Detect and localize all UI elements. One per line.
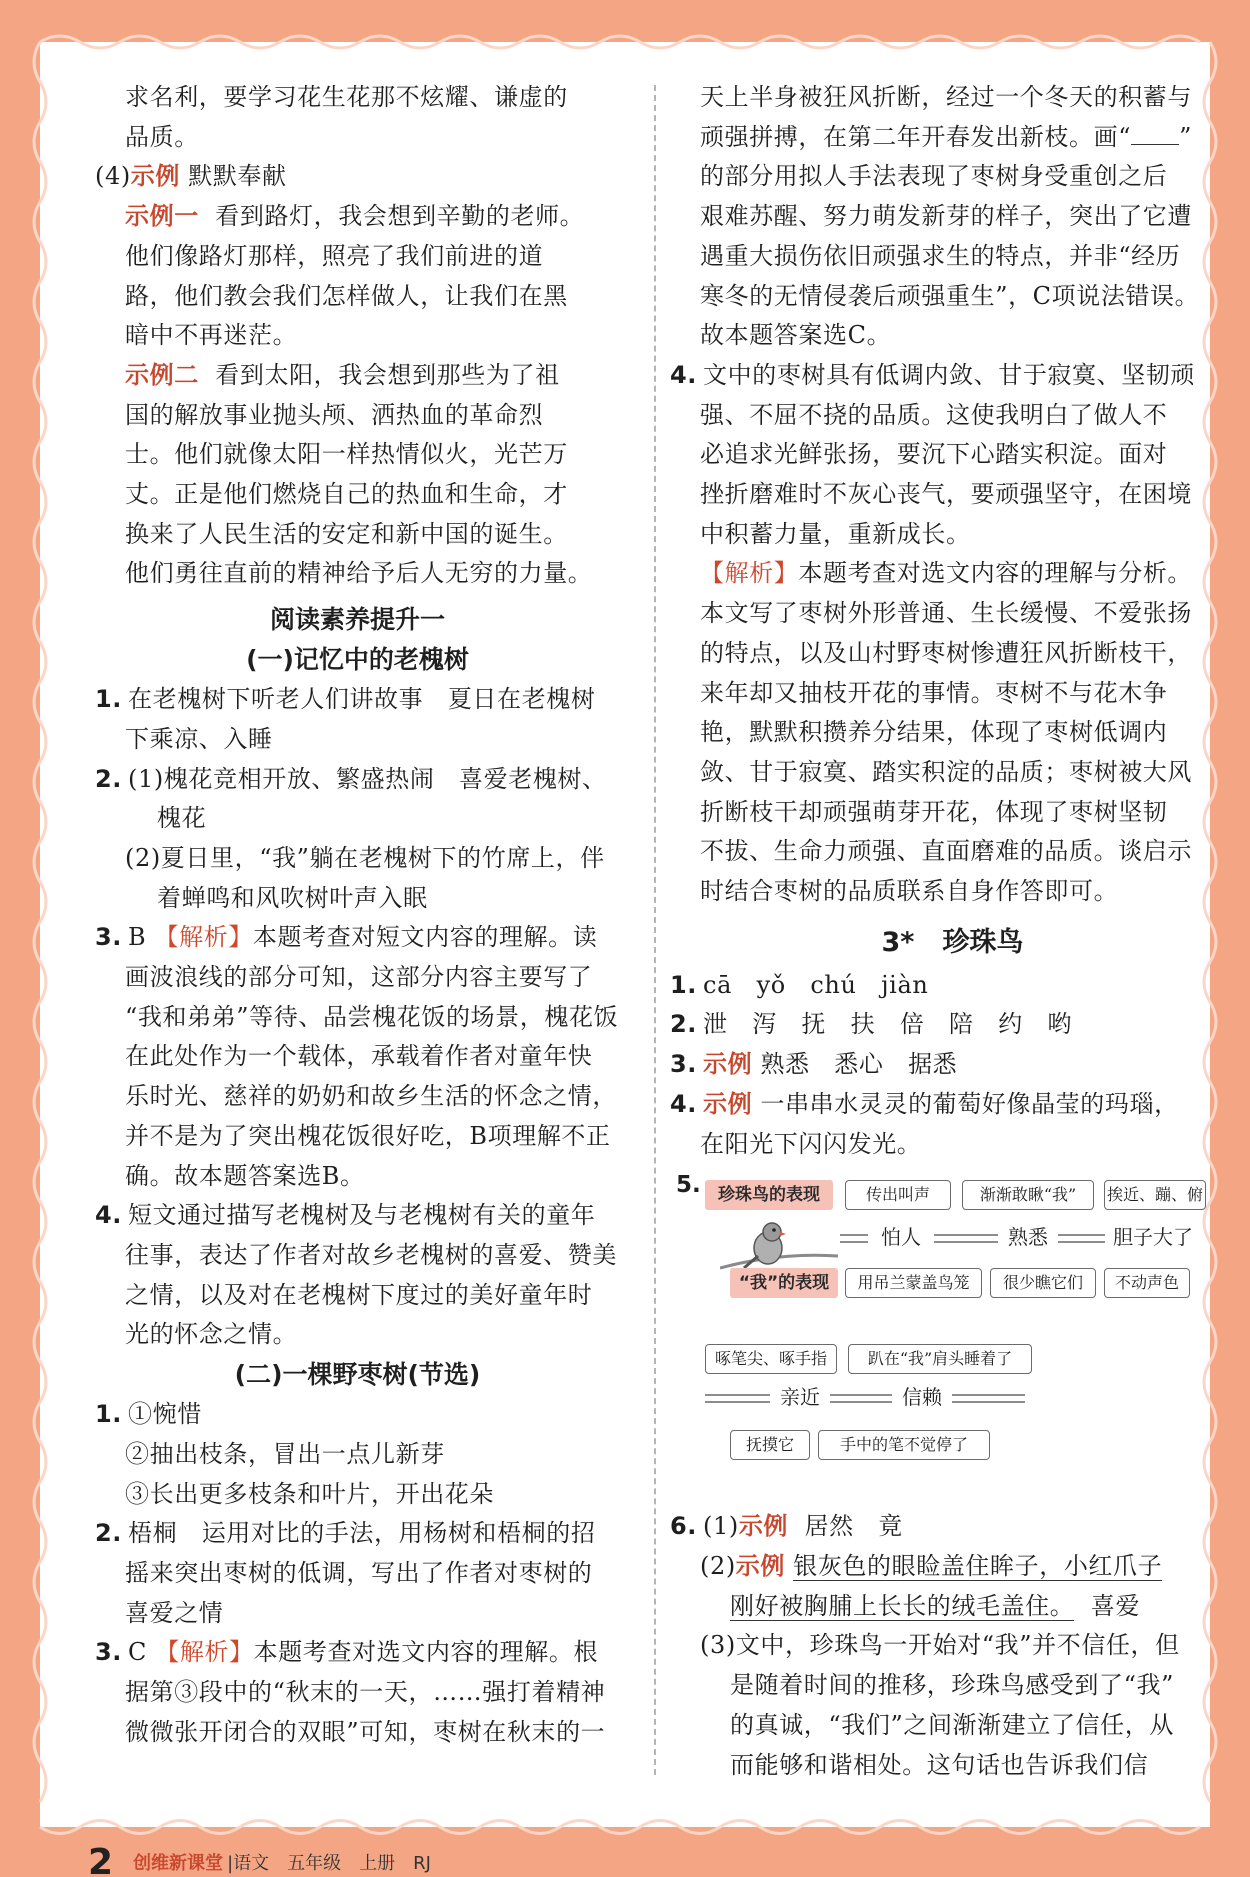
question-1 xyxy=(95,680,620,720)
text-line: 时结合枣树的品质联系自身作答即可。 xyxy=(700,877,1119,906)
question-3 xyxy=(95,918,620,958)
text-line: 的部分用拟人手法表现了枣树身受重创之后 xyxy=(700,162,1168,191)
connector-line xyxy=(705,1394,1025,1403)
example-tag: 示例一 xyxy=(125,202,199,231)
analysis-tag: 【解析】 xyxy=(700,559,799,588)
text-segment: 顽强拼搏，在第二年开春发出新枝。画“ xyxy=(700,122,1132,151)
text-line: 来年却又抽枝开花的事情。枣树不与花木争 xyxy=(700,678,1168,707)
text-line: 在阳光下闪闪发光。 xyxy=(700,1129,922,1158)
text-line: 求名利，要学习花生花那不炫耀、谦虚的 xyxy=(125,83,568,111)
question-2 xyxy=(95,1514,620,1554)
text-segment: 看到太阳，我会想到那些为了祖 xyxy=(215,360,560,389)
pinyin-answers: cā yǒ chú jiàn xyxy=(703,970,929,999)
text-line: 的真诚，“我们”之间渐渐建立了信任，从 xyxy=(730,1710,1174,1739)
lesson-title xyxy=(700,920,1205,966)
blank-line xyxy=(1131,124,1179,145)
lesson-q6-2 xyxy=(700,1547,1205,1587)
question-2 xyxy=(95,760,620,800)
sub-number: (2) xyxy=(700,1551,736,1580)
text-segment: ” xyxy=(1179,122,1192,151)
left-column xyxy=(95,78,620,1752)
text-line: 微微张开闭合的双眼”可知，枣树在秋末的一 xyxy=(125,1717,606,1746)
underlined-text: 刚好被胸脯上长长的绒毛盖住。 xyxy=(730,1591,1075,1620)
stage-label: 怕人 xyxy=(868,1224,934,1250)
question-number: 3. xyxy=(95,1638,123,1667)
stage-label: 胆子大了 xyxy=(1105,1224,1201,1250)
answer-text: 喜爱 xyxy=(1090,1591,1141,1620)
text-line: 遇重大损伤依旧顽强求生的特点，并非“经历 xyxy=(700,241,1181,270)
text-line: 中积蓄力量，重新成长。 xyxy=(700,519,971,548)
page-footer xyxy=(88,1840,431,1877)
analysis-tag: 【解析】 xyxy=(154,923,253,952)
lesson-q2 xyxy=(670,1005,1205,1045)
question-number: 5. xyxy=(676,1172,701,1199)
text-line: 下乘凉、入睡 xyxy=(125,724,273,753)
page-number: 2 xyxy=(88,1841,114,1877)
column-divider xyxy=(654,85,656,1775)
question-number: 6. xyxy=(670,1512,698,1541)
node-box: 趴在“我”肩头睡着了 xyxy=(848,1344,1032,1374)
question-4 xyxy=(95,1196,620,1236)
question-number: 4. xyxy=(670,360,698,389)
text-line: (3)文中，珍珠鸟一开始对“我”并不信任，但 xyxy=(700,1631,1180,1660)
text-segment: 本题考查对选文内容的理解。根 xyxy=(253,1638,599,1667)
stage-label: 熟悉 xyxy=(998,1224,1058,1250)
text-line: 着蝉鸣和风吹树叶声入眠 xyxy=(157,883,428,912)
lesson-name: 珍珠鸟 xyxy=(942,926,1024,958)
node-box: 手中的笔不觉停了 xyxy=(818,1430,990,1460)
text-line: 他们勇往直前的精神给予后人无穷的力量。 xyxy=(125,559,593,588)
book-info: |语文 五年级 上册 RJ xyxy=(227,1853,431,1874)
question-number: 3. xyxy=(95,923,123,952)
example-2 xyxy=(95,356,620,396)
text-line: 故本题答案选C。 xyxy=(700,321,892,350)
text-line: 摇来突出枣树的低调，写出了作者对枣树的 xyxy=(125,1558,593,1587)
text-line: 槐花 xyxy=(157,804,207,833)
text-line: 挫折磨难时不灰心丧气，要顽强坚守，在困境 xyxy=(700,480,1192,509)
question-number: 1. xyxy=(670,970,698,999)
text-line: 本文写了枣树外形普通、生长缓慢、不爱张扬 xyxy=(700,599,1192,628)
node-box: 传出叫声 xyxy=(845,1180,951,1210)
text-line: 光的怀念之情。 xyxy=(125,1320,298,1349)
text-line: 暗中不再迷茫。 xyxy=(125,321,298,350)
answer-letter: B xyxy=(128,923,147,952)
text-segment: 一串串水灵灵的葡萄好像晶莹的玛瑙， xyxy=(760,1089,1179,1118)
node-box: 渐渐敢瞅“我” xyxy=(962,1180,1094,1210)
text-segment: 文中的枣树具有低调内敛、甘于寂寞、坚韧顽 xyxy=(703,360,1196,389)
node-box: 很少瞧它们 xyxy=(990,1268,1096,1298)
text-line: 画波浪线的部分可知，这部分内容主要写了 xyxy=(125,963,593,992)
node-box: 用吊兰蒙盖鸟笼 xyxy=(845,1268,982,1298)
text-line xyxy=(700,1587,1205,1627)
subsection-title: (一)记忆中的老槐树 xyxy=(246,645,469,675)
question-number: 2. xyxy=(95,764,123,793)
sub-number: (4) xyxy=(95,162,131,191)
question-3 xyxy=(95,1633,620,1673)
text-line: ③长出更多枝条和叶片，开出花朵 xyxy=(125,1479,494,1508)
text-line: 折断枝干却顽强萌芽开花，体现了枣树坚韧 xyxy=(700,797,1168,826)
question-number: 2. xyxy=(95,1519,123,1548)
question-number: 1. xyxy=(95,685,123,714)
question-number: 4. xyxy=(95,1201,123,1230)
text-segment: ①惋惜 xyxy=(128,1400,202,1429)
example-tag: 示例 xyxy=(703,1050,753,1079)
lesson-q3 xyxy=(670,1045,1205,1085)
book-brand: 创维新课堂 xyxy=(133,1853,224,1874)
text-segment: 短文通过描写老槐树及与老槐树有关的童年 xyxy=(128,1201,596,1230)
example-tag: 示例 xyxy=(735,1551,785,1580)
text-line: 品质。 xyxy=(125,122,199,151)
section-title: 阅读素养提升一 xyxy=(269,605,445,635)
answer-4 xyxy=(95,157,620,197)
node-box: 抚摸它 xyxy=(730,1430,810,1460)
sub-number: (1) xyxy=(703,1512,739,1541)
question-4 xyxy=(670,356,1205,396)
text-segment: 本题考查对短文内容的理解。读 xyxy=(252,923,598,952)
text-line: 天上半身被狂风折断，经过一个冬天的积蓄与 xyxy=(700,83,1192,111)
subsection-title: (二)一棵野枣树(节选) xyxy=(234,1360,481,1390)
question-number: 3. xyxy=(670,1050,698,1079)
text-segment: 在老槐树下听老人们讲故事 夏日在老槐树 xyxy=(128,685,596,714)
example-tag: 示例 xyxy=(130,162,180,191)
text-line-with-blank xyxy=(700,118,1205,158)
text-segment: 看到路灯，我会想到辛勤的老师。 xyxy=(215,202,585,231)
stage-label: 亲近 xyxy=(770,1384,830,1410)
answer-text: 居然 竟 xyxy=(804,1512,903,1541)
text-line: 敛、甘于寂寞、踏实积淀的品质；枣树被大风 xyxy=(700,757,1192,786)
text-line: 乐时光、慈祥的奶奶和故乡生活的怀念之情， xyxy=(125,1082,617,1111)
text-line: 而能够和谐相处。这句话也告诉我们信 xyxy=(730,1750,1149,1779)
stage-label: 信赖 xyxy=(892,1384,952,1410)
text-line: 必追求光鲜张扬，要沉下心踏实积淀。面对 xyxy=(700,440,1168,469)
text-segment: 本题考查对选文内容的理解与分析。 xyxy=(798,559,1193,588)
right-column xyxy=(670,78,1205,1785)
question-number: 4. xyxy=(670,1089,698,1118)
lesson-q1 xyxy=(670,966,1205,1006)
text-line: 的特点，以及山村野枣树惨遭狂风折断枝干， xyxy=(700,638,1192,667)
text-line: 据第③段中的“秋末的一天，……强打着精神 xyxy=(125,1678,606,1707)
mind-map xyxy=(676,1172,1205,1507)
answer-text: 熟悉 悉心 据悉 xyxy=(760,1050,958,1079)
bird-behavior-label: 珍珠鸟的表现 xyxy=(705,1180,833,1210)
text-line: 不拔、生命力顽强、直面磨难的品质。谈启示 xyxy=(700,837,1192,866)
text-line: 士。他们就像太阳一样热情似火，光芒万 xyxy=(125,440,568,469)
text-line: 艰难苏醒、努力萌发新芽的样子，突出了它遭 xyxy=(700,202,1192,231)
text-line: 他们像路灯那样，照亮了我们前进的道 xyxy=(125,241,544,270)
answer-text: 默默奉献 xyxy=(188,162,287,191)
node-box: 挨近、蹦、俯 xyxy=(1104,1180,1206,1210)
text-line: 在此处作为一个载体，承载着作者对童年快 xyxy=(125,1042,593,1071)
text-line: 强、不屈不挠的品质。这使我明白了做人不 xyxy=(700,400,1168,429)
text-line: 并不是为了突出槐花饭很好吃，B项理解不正 xyxy=(125,1121,611,1150)
lesson-q4 xyxy=(670,1085,1205,1125)
text-line: 艳，默默积攒养分结果，体现了枣树低调内 xyxy=(700,718,1168,747)
question-number: 1. xyxy=(95,1400,123,1429)
text-line: 换来了人民生活的安定和新中国的诞生。 xyxy=(125,519,568,548)
answer-letter: C xyxy=(128,1638,147,1667)
text-line: (2)夏日里，“我”躺在老槐树下的竹席上，伴 xyxy=(125,843,605,872)
text-line: 确。故本题答案选B。 xyxy=(125,1161,365,1190)
text-line: 喜爱之情 xyxy=(125,1598,224,1627)
analysis-tag: 【解析】 xyxy=(155,1638,254,1667)
node-box: 不动声色 xyxy=(1104,1268,1190,1298)
example-tag: 示例 xyxy=(703,1089,753,1118)
example-tag: 示例二 xyxy=(125,360,199,389)
lesson-number: 3* xyxy=(881,926,915,958)
text-line: 之情，以及对在老槐树下度过的美好童年时 xyxy=(125,1280,593,1309)
text-line: 寒冬的无情侵袭后顽强重生”，C项说法错误。 xyxy=(700,281,1200,310)
node-box: 啄笔尖、啄手指 xyxy=(705,1344,837,1374)
text-line: 是随着时间的推移，珍珠鸟感受到了“我” xyxy=(730,1671,1174,1700)
text-line: 往事，表达了作者对故乡老槐树的喜爱、赞美 xyxy=(125,1240,617,1269)
text-line: ②抽出枝条，冒出一点儿新芽 xyxy=(125,1439,445,1468)
text-segment: (1)槐花竞相开放、繁盛热闹 喜爱老槐树、 xyxy=(128,764,607,793)
question-number: 2. xyxy=(670,1010,698,1039)
analysis xyxy=(700,554,1205,594)
question-1 xyxy=(95,1395,620,1435)
text-line: “我和弟弟”等待、品尝槐花饭的场景，槐花饭 xyxy=(125,1002,619,1031)
example-tag: 示例 xyxy=(738,1512,789,1541)
underlined-text: 银灰色的眼睑盖住眸子，小红爪子 xyxy=(793,1551,1163,1580)
text-line: 丈。正是他们燃烧自己的热血和生命，才 xyxy=(125,480,568,509)
example-1 xyxy=(95,197,620,237)
text-segment: 梧桐 运用对比的手法，用杨树和梧桐的招 xyxy=(128,1519,596,1548)
text-line: 国的解放事业抛头颅、洒热血的革命烈 xyxy=(125,400,544,429)
my-behavior-label: “我”的表现 xyxy=(730,1268,838,1298)
character-answers: 泄 泻 抚 扶 倍 陪 约 哟 xyxy=(703,1010,1073,1039)
text-line: 路，他们教会我们怎样做人，让我们在黑 xyxy=(125,281,568,310)
lesson-q6-1 xyxy=(670,1507,1205,1547)
